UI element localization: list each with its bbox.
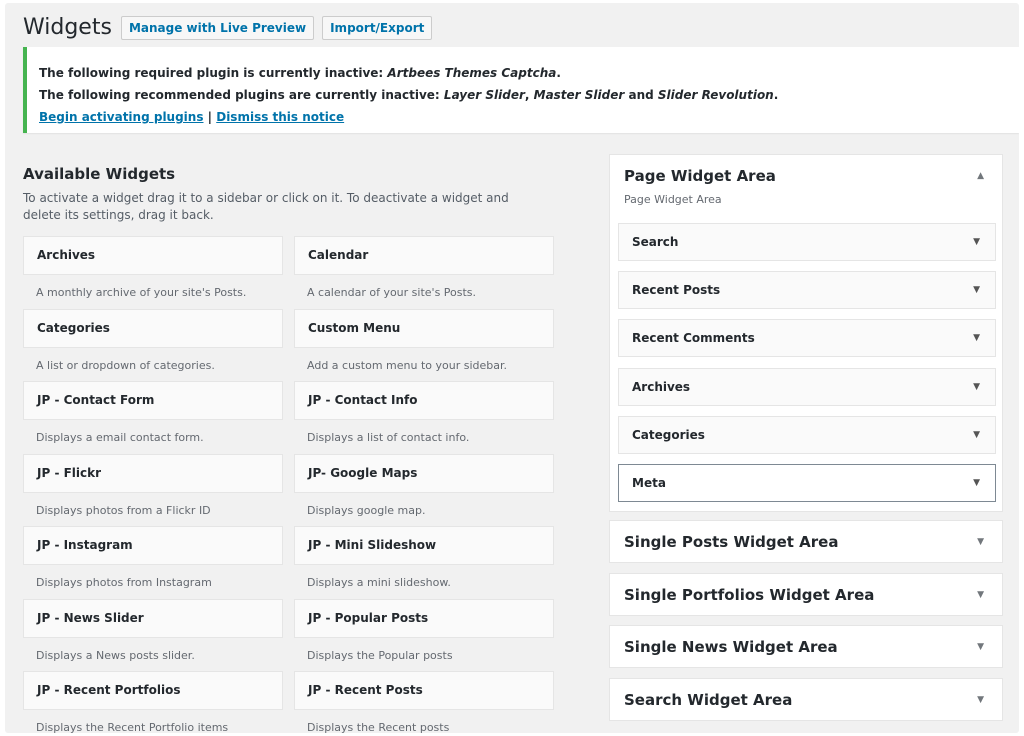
widget-description: Displays a list of contact info. (307, 431, 470, 444)
sidebar-widget-label: Archives (632, 379, 691, 394)
widget-description: Displays photos from a Flickr ID (36, 503, 211, 517)
expand-arrow-icon[interactable]: ▼ (977, 642, 984, 652)
widget-area[interactable] (609, 678, 1003, 721)
widget-description: Displays the Recent Portfolio items (36, 721, 229, 733)
widget-area[interactable] (609, 520, 1003, 563)
widget-description: Add a custom menu to your sidebar. (307, 358, 507, 372)
plugin-notice (23, 47, 1019, 133)
notice-separator: | (203, 110, 217, 124)
sidebar-title: Search Widget Area (624, 690, 793, 709)
dismiss-notice-link[interactable]: Dismiss this notice (216, 110, 345, 124)
widget-description: A list or dropdown of categories. (36, 358, 215, 372)
available-widget[interactable] (294, 309, 554, 372)
widget-description: Displays a News posts slider. (36, 648, 195, 662)
widget-title[interactable]: Custom Menu (294, 309, 554, 348)
sidebar-widget-item[interactable] (618, 271, 996, 309)
widget-description: Displays google map. (307, 503, 426, 517)
expand-arrow-icon[interactable]: ▼ (977, 589, 984, 600)
widget-title[interactable]: Archives (23, 236, 283, 275)
widget-title[interactable]: Categories (23, 309, 283, 348)
sidebar-widget-label: Meta (632, 476, 666, 490)
expand-arrow-icon[interactable]: ▼ (973, 478, 980, 488)
expand-arrow-icon[interactable]: ▼ (973, 381, 980, 392)
widget-title[interactable]: JP - Recent Portfolios (23, 671, 283, 710)
widget-description: A calendar of your site's Posts. (307, 286, 477, 299)
sidebar-widget-label: Search (632, 235, 679, 249)
widget-title[interactable]: JP - Contact Form (23, 381, 283, 420)
widget-area-header[interactable] (610, 626, 1002, 668)
notice-plugin-name: Layer Slider (443, 88, 525, 102)
available-widget[interactable] (23, 599, 283, 662)
widgets-screen (5, 3, 1019, 733)
sidebar-widget-label: Recent Posts (632, 283, 721, 298)
available-widget[interactable] (23, 381, 283, 444)
notice-text: and (624, 88, 658, 102)
notice-text: , (524, 88, 534, 102)
page-widget-area (609, 154, 1003, 512)
expand-arrow-icon[interactable]: ▼ (973, 285, 980, 296)
expand-arrow-icon[interactable]: ▼ (973, 237, 980, 247)
notice-plugin-name: Artbees Themes Captcha (387, 66, 557, 80)
page-header (23, 15, 440, 40)
available-widget[interactable] (294, 671, 554, 733)
available-widget[interactable] (23, 309, 283, 372)
widget-title[interactable]: JP - Flickr (23, 454, 283, 493)
notice-plugin-name: Master Slider (533, 88, 625, 102)
sidebar-widget-item[interactable] (618, 464, 996, 502)
available-widget[interactable] (23, 671, 283, 733)
available-widget[interactable] (294, 236, 554, 299)
widget-title[interactable]: JP - Mini Slideshow (294, 526, 554, 565)
expand-arrow-icon[interactable]: ▼ (973, 429, 980, 440)
import-export-button[interactable]: Import/Export (322, 16, 432, 40)
widget-title[interactable]: JP- Google Maps (294, 454, 554, 493)
sidebar-widget-item[interactable] (618, 223, 996, 261)
sidebar-widget-item[interactable] (618, 368, 996, 406)
widget-title[interactable]: JP - Instagram (23, 526, 283, 565)
available-widgets-title: Available Widgets (23, 165, 176, 183)
available-widget[interactable] (294, 526, 554, 589)
sidebar-title: Page Widget Area (624, 167, 776, 185)
available-widget[interactable] (23, 454, 283, 517)
sidebar-title: Single Portfolios Widget Area (624, 585, 875, 604)
sidebar-title: Single News Widget Area (624, 638, 838, 656)
widget-title[interactable]: Calendar (294, 236, 554, 275)
available-widget[interactable] (294, 599, 554, 662)
widget-description: Displays the Recent posts (307, 721, 450, 733)
notice-plugin-name: Slider Revolution (657, 88, 774, 102)
expand-arrow-icon[interactable]: ▼ (977, 537, 984, 547)
widget-description: Displays photos from Instagram (36, 576, 212, 589)
notice-actions (39, 106, 1019, 128)
available-widget[interactable] (23, 236, 283, 299)
widget-area-header[interactable] (610, 574, 1002, 616)
widget-area-header[interactable] (610, 521, 1002, 563)
notice-text: The following recommended plugins are currently inactive: (39, 88, 444, 102)
widget-description: A monthly archive of your site's Posts. (36, 286, 247, 299)
available-widgets-description: To activate a widget drag it to a sidebar or click on it. To deactivate a widget and delete its settings, drag it back. (23, 191, 509, 222)
sidebar-description: Page Widget Area (624, 193, 722, 206)
widget-description: Displays the Popular posts (307, 648, 453, 662)
notice-text: . (773, 88, 779, 102)
sidebar-widget-item[interactable] (618, 319, 996, 357)
begin-activating-link[interactable]: Begin activating plugins (39, 110, 204, 124)
widget-description: Displays a email contact form. (36, 431, 204, 444)
live-preview-button[interactable]: Manage with Live Preview (121, 16, 314, 40)
expand-arrow-icon[interactable]: ▼ (977, 694, 984, 705)
notice-text: . (556, 66, 561, 80)
widget-area[interactable] (609, 625, 1003, 668)
expand-arrow-icon[interactable]: ▼ (973, 333, 980, 344)
widget-title[interactable]: JP - Popular Posts (294, 599, 554, 638)
widget-area-header[interactable] (610, 679, 1002, 721)
widget-title[interactable]: JP - Recent Posts (294, 671, 554, 710)
collapse-arrow-icon[interactable]: ▲ (977, 171, 984, 181)
available-widget[interactable] (294, 381, 554, 444)
widget-title[interactable]: JP - News Slider (23, 599, 283, 638)
available-widget[interactable] (294, 454, 554, 517)
page-widget-area-header[interactable] (610, 155, 1002, 197)
available-widget[interactable] (23, 526, 283, 589)
widget-area[interactable] (609, 573, 1003, 616)
sidebar-title: Single Posts Widget Area (624, 533, 839, 551)
page-title: Widgets (23, 15, 112, 40)
notice-line-recommended (39, 84, 1019, 106)
notice-line-required (39, 62, 1019, 84)
widget-description: Displays a mini slideshow. (307, 576, 451, 589)
sidebar-widget-label: Recent Comments (632, 331, 755, 346)
widget-title[interactable]: JP - Contact Info (294, 381, 554, 420)
sidebar-widget-item[interactable] (618, 416, 996, 454)
sidebar-widget-label: Categories (632, 427, 705, 442)
notice-text: The following required plugin is currently inactive: (39, 66, 388, 80)
